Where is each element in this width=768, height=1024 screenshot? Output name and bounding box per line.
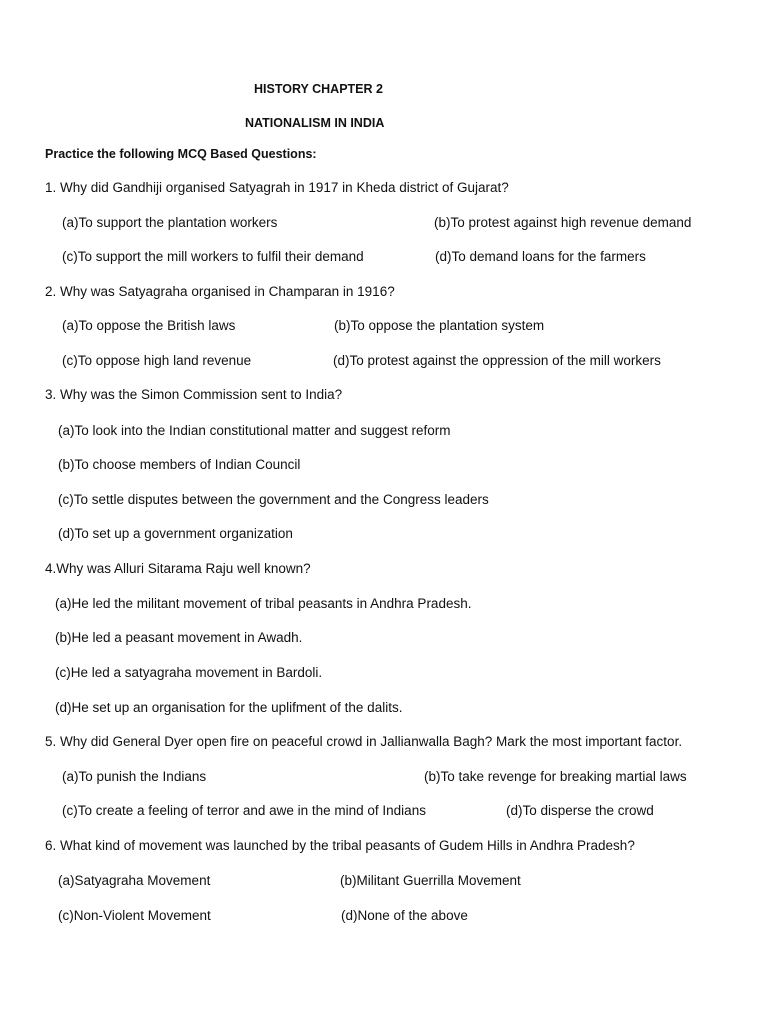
q1-option-d: (d)To demand loans for the farmers bbox=[435, 249, 646, 264]
q6-option-c: (c)Non-Violent Movement bbox=[58, 908, 211, 923]
q5-option-c: (c)To create a feeling of terror and awe in the mind of Indians bbox=[62, 803, 426, 818]
q3-option-d: (d)To set up a government organization bbox=[58, 526, 293, 541]
q1-option-a: (a)To support the plantation workers bbox=[62, 215, 278, 230]
q3-option-c: (c)To settle disputes between the government and the Congress leaders bbox=[58, 492, 489, 507]
q3-option-b: (b)To choose members of Indian Council bbox=[58, 457, 301, 472]
q6-option-b: (b)Militant Guerrilla Movement bbox=[340, 873, 521, 888]
q4-option-b: (b)He led a peasant movement in Awadh. bbox=[55, 630, 303, 645]
q5-option-d: (d)To disperse the crowd bbox=[506, 803, 654, 818]
question-2: 2. Why was Satyagraha organised in Champaran in 1916? bbox=[45, 284, 395, 299]
q2-option-d: (d)To protest against the oppression of the mill workers bbox=[333, 353, 661, 368]
q1-option-b: (b)To protest against high revenue demand bbox=[434, 215, 692, 230]
q2-option-b: (b)To oppose the plantation system bbox=[334, 318, 545, 333]
q2-option-c: (c)To oppose high land revenue bbox=[62, 353, 252, 368]
q4-option-c: (c)He led a satyagraha movement in Bardoli. bbox=[55, 665, 323, 680]
q3-option-a: (a)To look into the Indian constitutional matter and suggest reform bbox=[58, 423, 451, 438]
question-5: 5. Why did General Dyer open fire on peaceful crowd in Jallianwalla Bagh? Mark the most important factor. bbox=[45, 734, 683, 749]
question-4: 4.Why was Alluri Sitarama Raju well known? bbox=[45, 561, 311, 576]
instructions: Practice the following MCQ Based Questions: bbox=[45, 147, 317, 161]
chapter-subtitle: NATIONALISM IN INDIA bbox=[245, 116, 385, 130]
q4-option-d: (d)He set up an organisation for the uplifment of the dalits. bbox=[55, 700, 403, 715]
question-3: 3. Why was the Simon Commission sent to India? bbox=[45, 387, 343, 402]
document-title: HISTORY CHAPTER 2 bbox=[254, 82, 383, 96]
q1-option-c: (c)To support the mill workers to fulfil their demand bbox=[62, 249, 364, 264]
q5-option-a: (a)To punish the Indians bbox=[62, 769, 207, 784]
question-6: 6. What kind of movement was launched by the tribal peasants of Gudem Hills in Andhra Pradesh? bbox=[45, 838, 635, 853]
q6-option-d: (d)None of the above bbox=[341, 908, 468, 923]
q5-option-b: (b)To take revenge for breaking martial laws bbox=[424, 769, 687, 784]
question-1: 1. Why did Gandhiji organised Satyagrah in 1917 in Kheda district of Gujarat? bbox=[45, 180, 509, 195]
q6-option-a: (a)Satyagraha Movement bbox=[58, 873, 211, 888]
q2-option-a: (a)To oppose the British laws bbox=[62, 318, 236, 333]
q4-option-a: (a)He led the militant movement of tribal peasants in Andhra Pradesh. bbox=[55, 596, 472, 611]
